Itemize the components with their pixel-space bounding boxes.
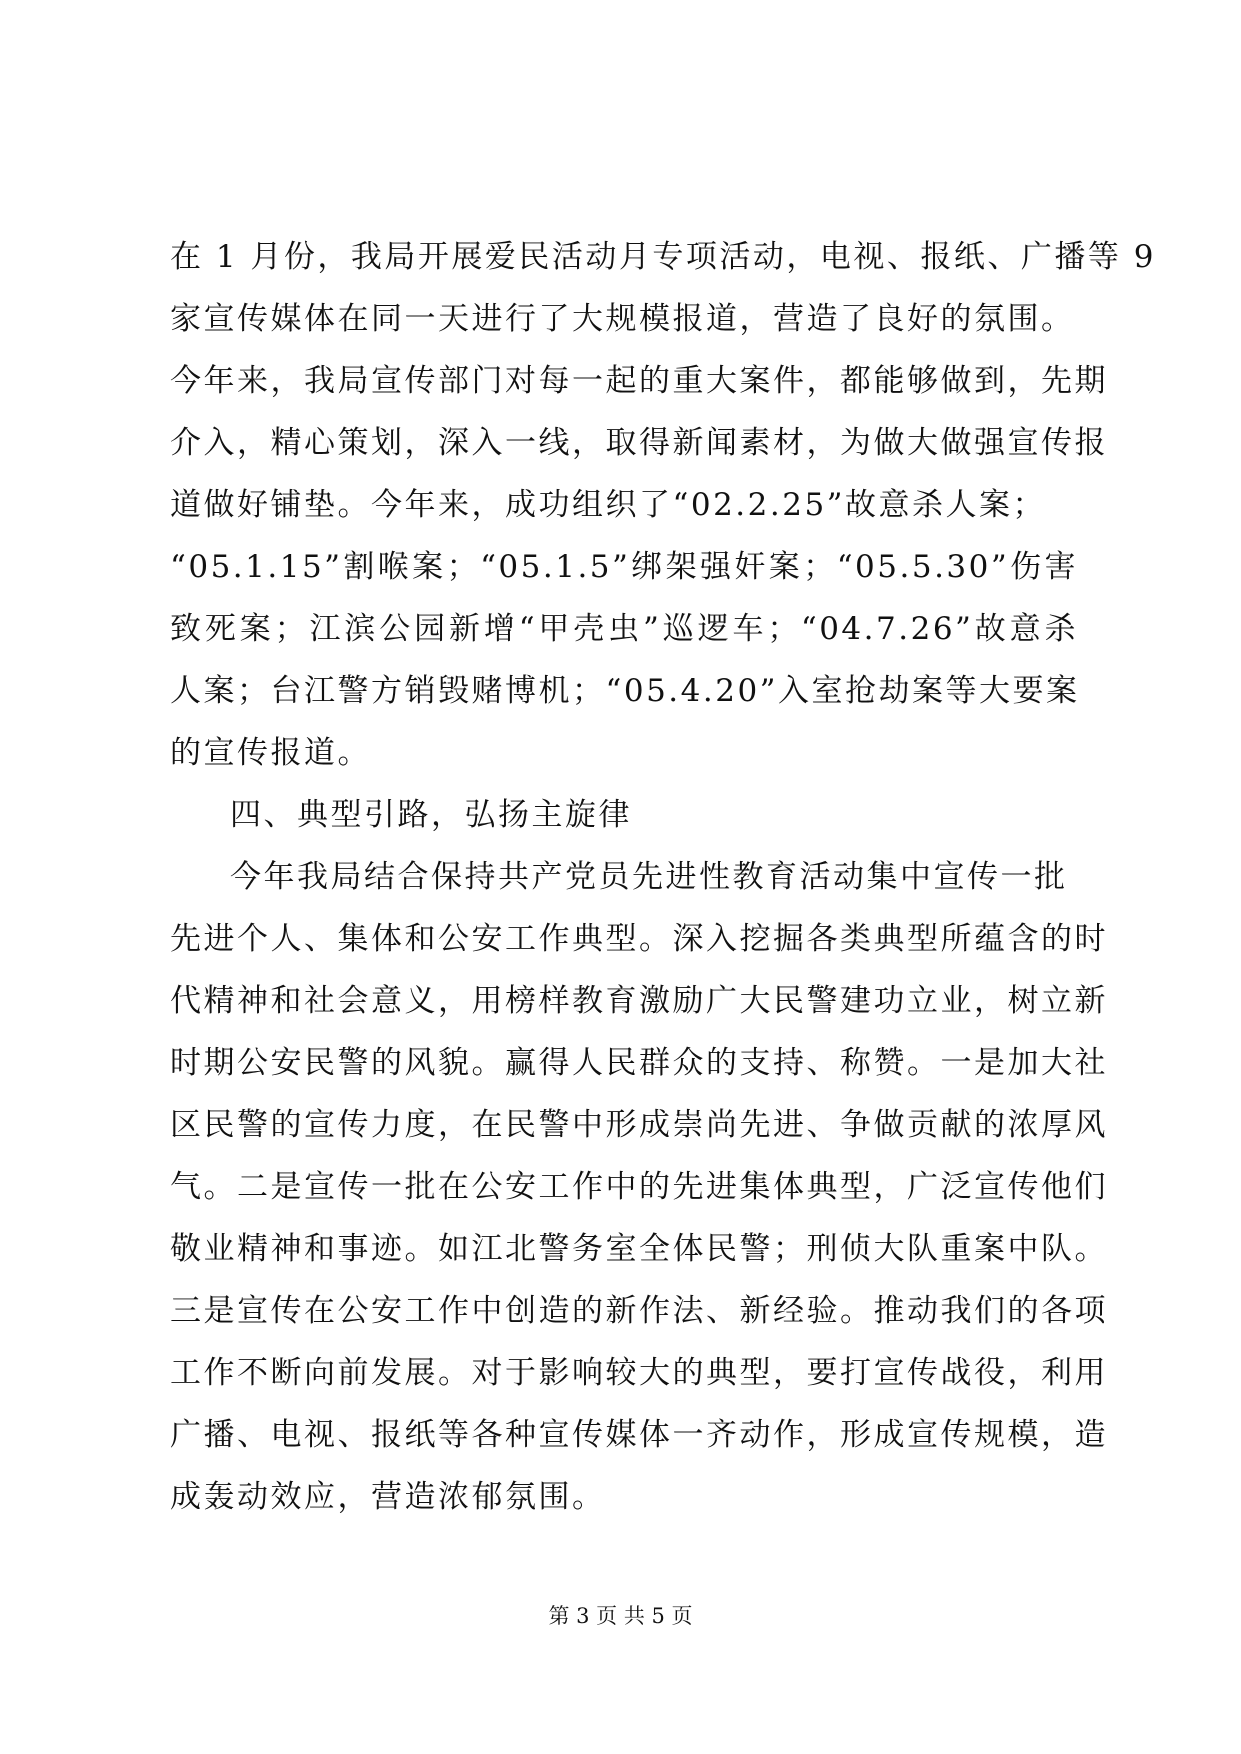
section-heading: 四、典型引路，弘扬主旋律 [230, 797, 632, 833]
paragraph-line: 的宣传报道。 [170, 735, 371, 771]
paragraph-line: 介入，精心策划，深入一线，取得新闻素材，为做大做强宣传报 [170, 425, 1108, 461]
paragraph-line: 气。二是宣传一批在公安工作中的先进集体典型，广泛宣传他们 [170, 1169, 1108, 1205]
paragraph-line: 致死案；江滨公园新增“甲壳虫”巡逻车；“04.7.26”故意杀 [170, 611, 1078, 647]
paragraph-line: 先进个人、集体和公安工作典型。深入挖掘各类典型所蕴含的时 [170, 921, 1108, 957]
paragraph-line: 成轰动效应，营造浓郁氛围。 [170, 1479, 606, 1515]
paragraph-line: 三是宣传在公安工作中创造的新作法、新经验。推动我们的各项 [170, 1293, 1108, 1329]
paragraph-line: 今年来，我局宣传部门对每一起的重大案件，都能够做到，先期 [170, 363, 1108, 399]
paragraph-line: 敬业精神和事迹。如江北警务室全体民警；刑侦大队重案中队。 [170, 1231, 1108, 1267]
paragraph-line: 代精神和社会意义，用榜样教育激励广大民警建功立业，树立新 [170, 983, 1108, 1019]
paragraph-line: 工作不断向前发展。对于影响较大的典型，要打宣传战役，利用 [170, 1355, 1108, 1391]
document-body [170, 226, 1157, 1528]
paragraph-line: 道做好铺垫。今年来，成功组织了“02.2.25”故意杀人案； [170, 487, 1047, 523]
paragraph-line: “05.1.15”割喉案；“05.1.5”绑架强奸案；“05.5.30”伤害 [170, 549, 1078, 585]
paragraph-line: 广播、电视、报纸等各种宣传媒体一齐动作，形成宣传规模，造 [170, 1417, 1108, 1453]
page-number-footer: 第 3 页 共 5 页 [548, 1604, 693, 1628]
paragraph-line: 家宣传媒体在同一天进行了大规模报道，营造了良好的氛围。 [170, 301, 1075, 337]
paragraph-line: 今年我局结合保持共产党员先进性教育活动集中宣传一批 [230, 859, 1068, 895]
paragraph-line: 人案；台江警方销毁赌博机；“05.4.20”入室抢劫案等大要案 [170, 673, 1080, 709]
paragraph-line: 时期公安民警的风貌。赢得人民群众的支持、称赞。一是加大社 [170, 1045, 1108, 1081]
paragraph-line: 在 1 月份，我局开展爱民活动月专项活动，电视、报纸、广播等 9 [170, 239, 1157, 275]
paragraph-line: 区民警的宣传力度，在民警中形成崇尚先进、争做贡献的浓厚风 [170, 1107, 1108, 1143]
